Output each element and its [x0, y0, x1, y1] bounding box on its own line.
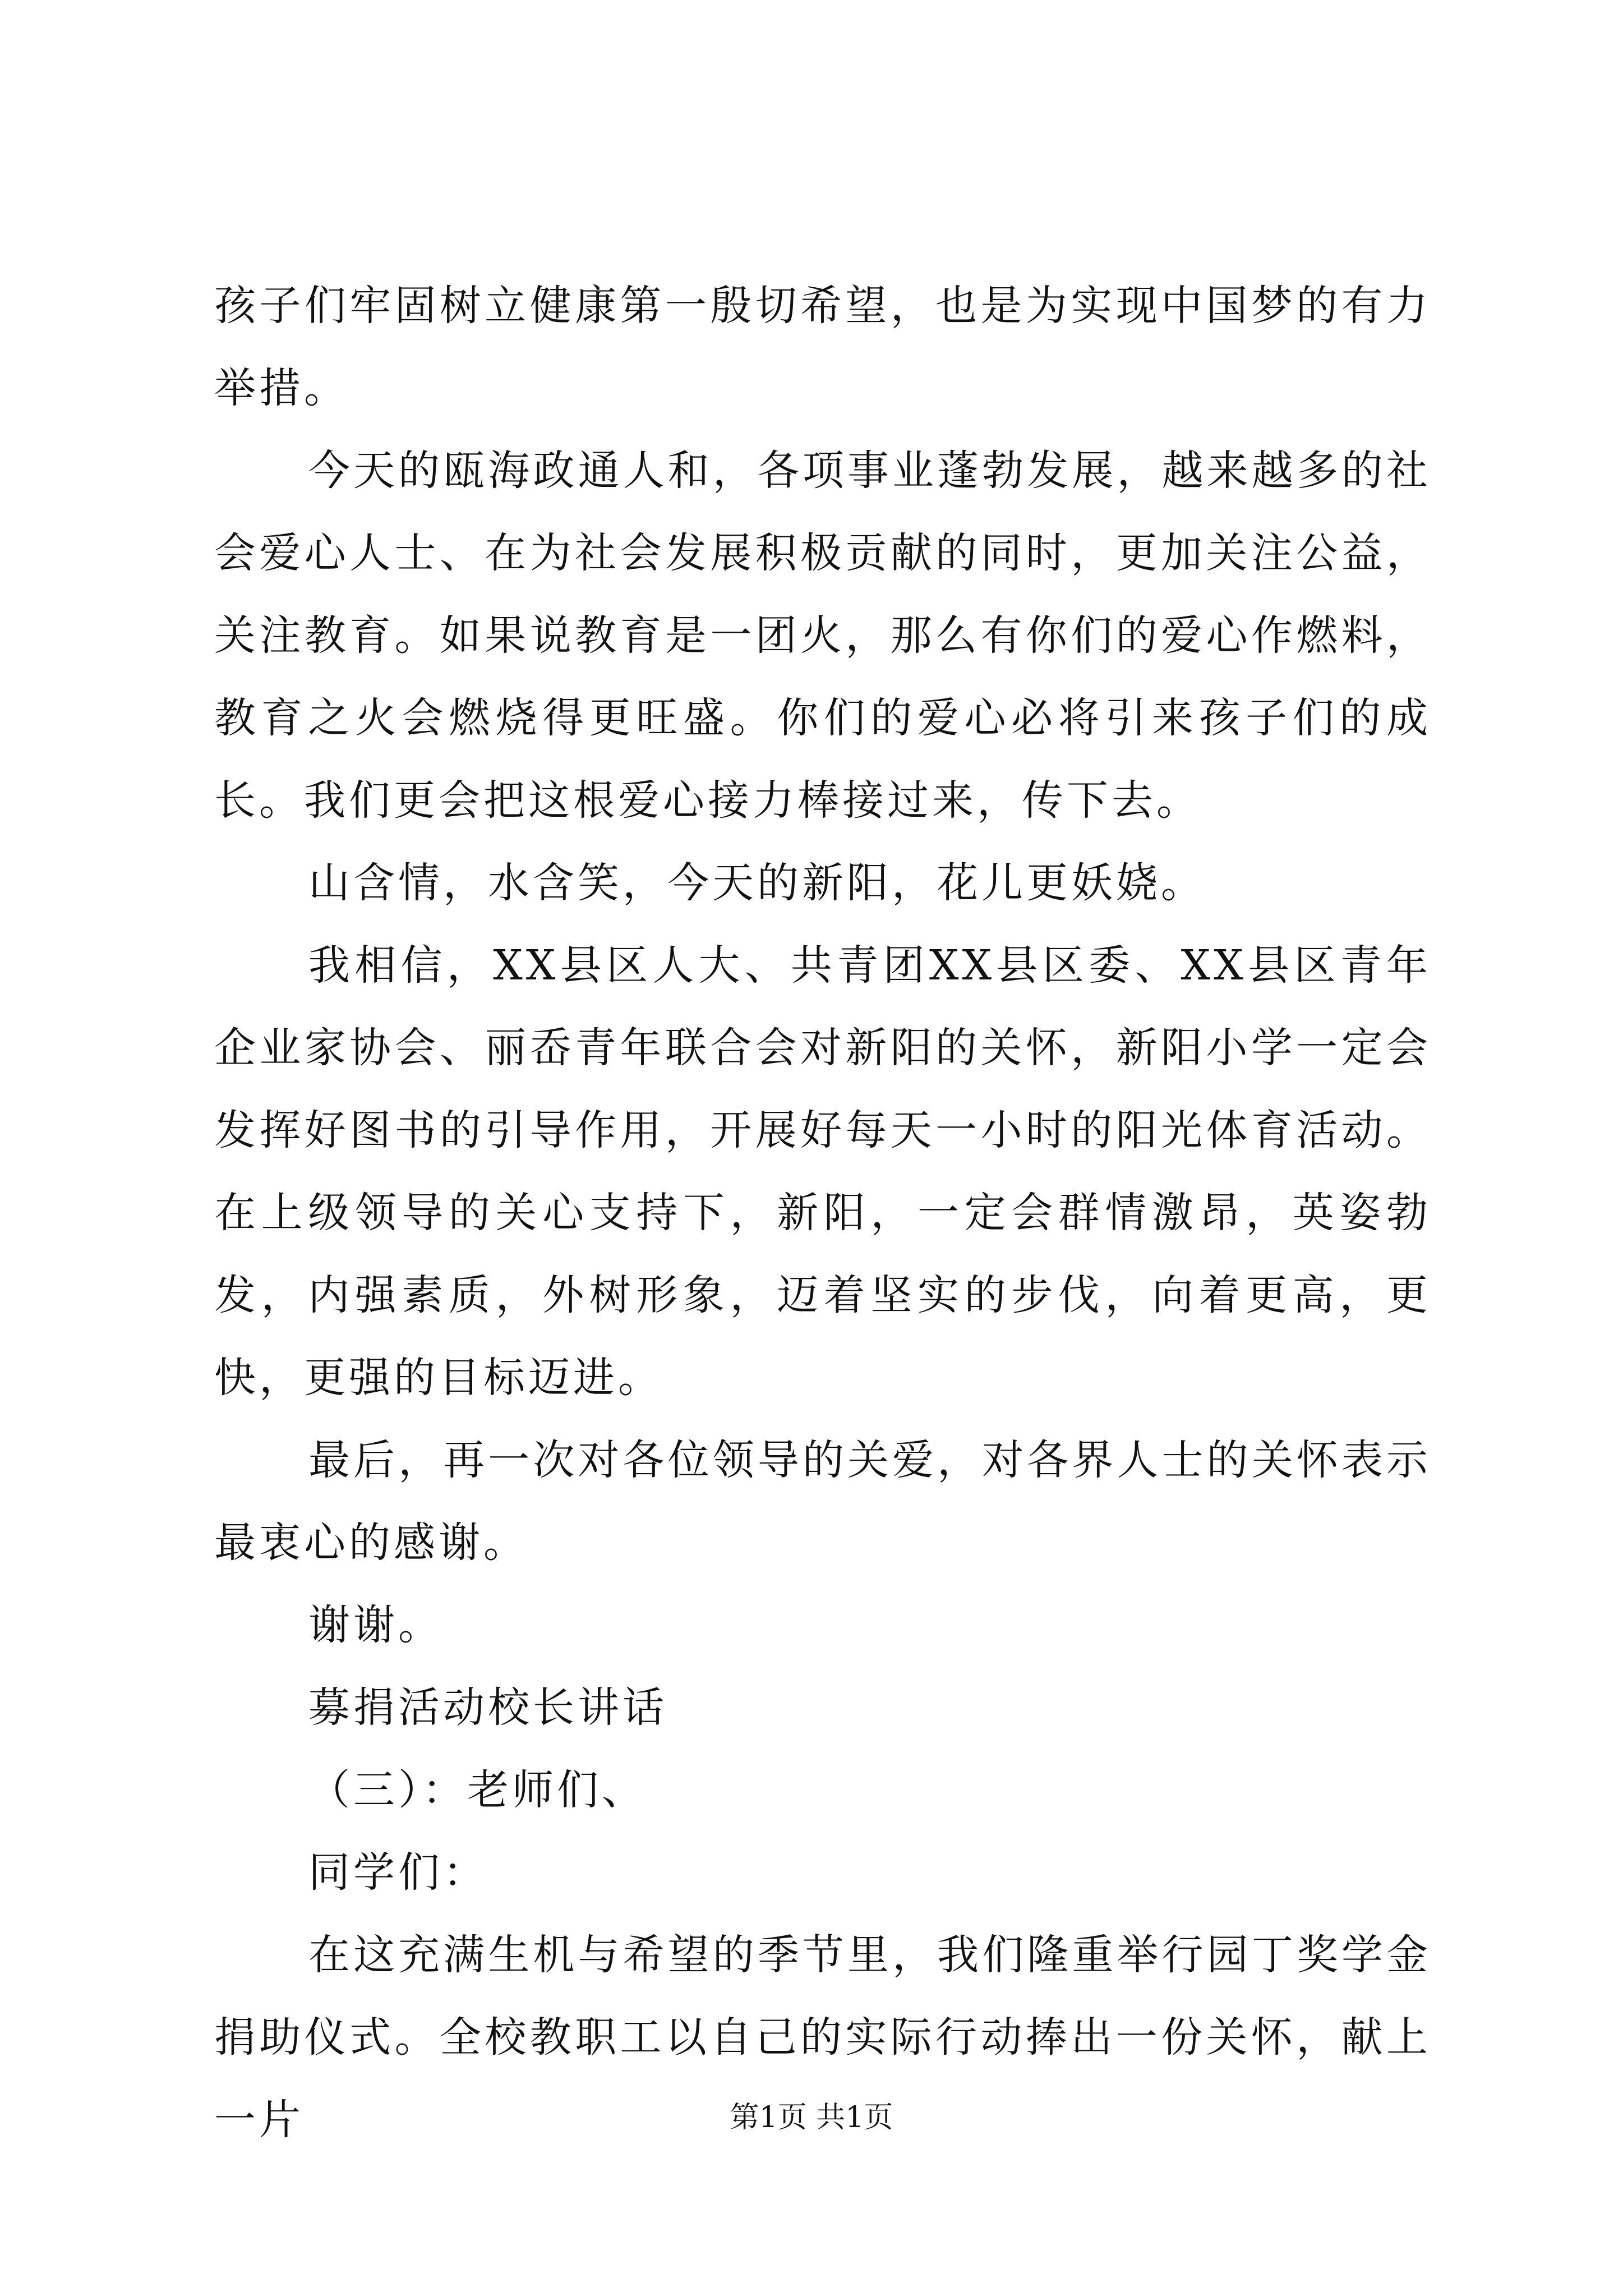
paragraph-10: 在这充满生机与希望的季节里，我们隆重举行园丁奖学金捐助仪式。全校教职工以自己的实际行动捧出一份关怀，献上一片 [214, 1931, 1431, 2144]
paragraph-8: （三）：老师们、 [308, 1766, 647, 1814]
paragraph-4: 我相信，XX县区人大、共青团XX县区委、XX县区青年企业家协会、丽岙青年联合会对新阳的关怀，新阳小学一定会发挥好图书的引导作用，开展好每天一小时的阳光体育活动。在上级领导的关心支持下，新阳，一定会群情激昂，英姿勃发，内强素质，外树形象，迈着坚实的步伐，向着更高，更快，更强的目标迈进。 [214, 941, 1431, 1402]
paragraph-9: 同学们： [308, 1848, 488, 1897]
section-heading: 募捐活动校长讲话 [308, 1683, 667, 1732]
paragraph-1: 孩子们牢固树立健康第一殷切希望，也是为实现中国梦的有力举措。 [214, 282, 1431, 412]
paragraph-2: 今天的瓯海政通人和，各项事业蓬勃发展，越来越多的社会爱心人士、在为社会发展积极贡献的同时，更加关注公益，关注教育。如果说教育是一团火，那么有你们的爱心作燃料，教育之火会燃烧得更旺盛。你们的爱心必将引来孩子们的成长。我们更会把这根爱心接力棒接过来，传下去。 [214, 447, 1431, 825]
paragraph-6: 谢谢。 [308, 1601, 443, 1649]
paragraph-3: 山含情，水含笑，今天的新阳，花儿更妖娆。 [308, 859, 1206, 907]
document-body [214, 265, 1431, 2161]
paragraph-5: 最后，再一次对各位领导的关爱，对各界人士的关怀表示最衷心的感谢。 [214, 1436, 1431, 1567]
page-number-label: 第1页 共1页 [730, 2101, 893, 2134]
page-footer [0, 2098, 1623, 2137]
